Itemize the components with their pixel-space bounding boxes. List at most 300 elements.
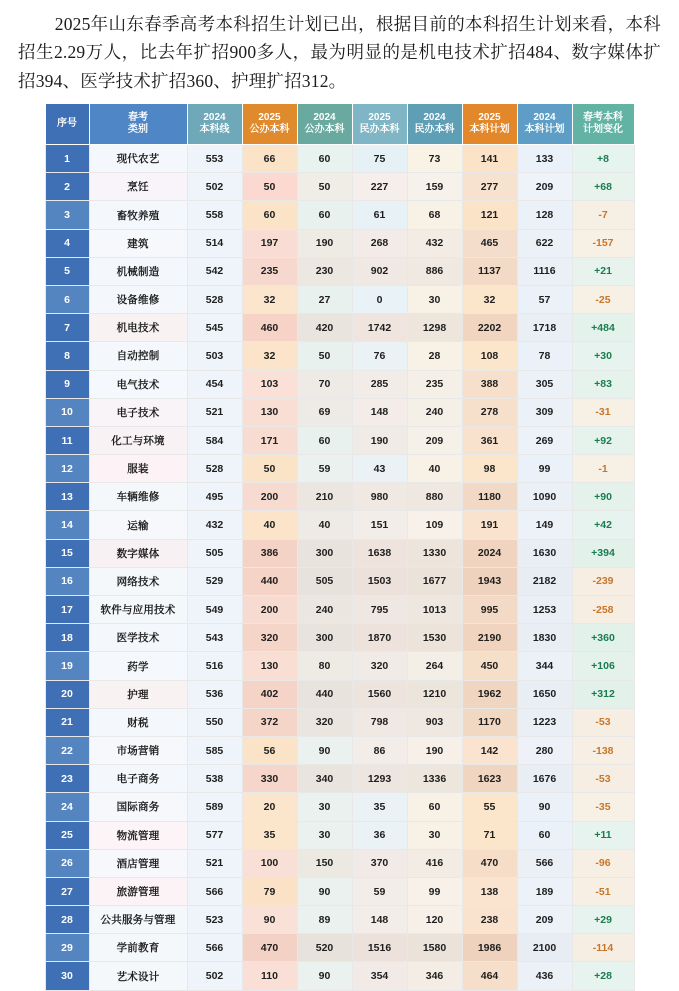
row-value-5: 238 [462, 906, 517, 934]
row-value-6: 622 [517, 229, 572, 257]
row-value-2: 30 [297, 821, 352, 849]
row-plan-change: -7 [572, 201, 634, 229]
table-row [45, 398, 634, 426]
row-value-4: 1330 [407, 539, 462, 567]
row-value-5: 1943 [462, 567, 517, 595]
row-plan-change: +83 [572, 370, 634, 398]
row-value-0: 542 [187, 257, 242, 285]
row-value-1: 60 [242, 201, 297, 229]
row-value-4: 346 [407, 962, 462, 990]
row-plan-change: -35 [572, 793, 634, 821]
row-category-name: 自动控制 [89, 342, 187, 370]
row-category-name: 网络技术 [89, 567, 187, 595]
row-plan-change: -157 [572, 229, 634, 257]
table-row [45, 342, 634, 370]
row-value-2: 230 [297, 257, 352, 285]
row-plan-change: +29 [572, 906, 634, 934]
row-value-1: 372 [242, 708, 297, 736]
row-value-5: 1180 [462, 483, 517, 511]
row-value-2: 69 [297, 398, 352, 426]
row-value-3: 1742 [352, 314, 407, 342]
row-seq: 24 [45, 793, 89, 821]
row-category-name: 学前教育 [89, 934, 187, 962]
row-value-2: 150 [297, 849, 352, 877]
row-value-6: 436 [517, 962, 572, 990]
row-value-4: 1530 [407, 624, 462, 652]
row-value-0: 454 [187, 370, 242, 398]
row-value-3: 151 [352, 511, 407, 539]
table-row [45, 201, 634, 229]
row-plan-change: -138 [572, 736, 634, 764]
row-value-4: 1013 [407, 596, 462, 624]
row-seq: 12 [45, 455, 89, 483]
row-value-5: 1623 [462, 765, 517, 793]
row-value-2: 30 [297, 793, 352, 821]
row-value-1: 330 [242, 765, 297, 793]
table-row [45, 596, 634, 624]
row-value-3: 1638 [352, 539, 407, 567]
row-value-4: 109 [407, 511, 462, 539]
row-value-6: 1650 [517, 680, 572, 708]
row-value-4: 1336 [407, 765, 462, 793]
row-category-name: 数字媒体 [89, 539, 187, 567]
row-category-name: 软件与应用技术 [89, 596, 187, 624]
row-value-1: 320 [242, 624, 297, 652]
row-value-1: 32 [242, 342, 297, 370]
row-value-1: 386 [242, 539, 297, 567]
row-value-3: 227 [352, 173, 407, 201]
row-value-4: 60 [407, 793, 462, 821]
col-2025-public-line-0: 2025 [258, 112, 281, 124]
row-value-3: 36 [352, 821, 407, 849]
col-2025-public [242, 104, 297, 145]
row-plan-change: -114 [572, 934, 634, 962]
row-value-3: 268 [352, 229, 407, 257]
table-row [45, 765, 634, 793]
row-plan-change: -96 [572, 849, 634, 877]
row-category-name: 服装 [89, 455, 187, 483]
row-value-0: 545 [187, 314, 242, 342]
row-value-3: 148 [352, 398, 407, 426]
row-value-0: 514 [187, 229, 242, 257]
row-value-3: 75 [352, 145, 407, 173]
row-value-4: 190 [407, 736, 462, 764]
row-value-1: 35 [242, 821, 297, 849]
spring-exam-plan-table [45, 103, 635, 991]
col-2025-plan-line-0: 2025 [478, 112, 501, 124]
col-2025-public-line-1: 公办本科 [249, 124, 290, 136]
row-value-4: 432 [407, 229, 462, 257]
row-plan-change: +312 [572, 680, 634, 708]
table-row [45, 314, 634, 342]
row-value-0: 538 [187, 765, 242, 793]
row-seq: 17 [45, 596, 89, 624]
row-value-6: 2182 [517, 567, 572, 595]
row-value-3: 795 [352, 596, 407, 624]
row-value-0: 584 [187, 426, 242, 454]
row-value-4: 28 [407, 342, 462, 370]
row-value-3: 1560 [352, 680, 407, 708]
row-seq: 1 [45, 145, 89, 173]
row-category-name: 公共服务与管理 [89, 906, 187, 934]
row-value-3: 798 [352, 708, 407, 736]
row-category-name: 旅游管理 [89, 877, 187, 905]
row-seq: 26 [45, 849, 89, 877]
row-plan-change: +30 [572, 342, 634, 370]
row-value-2: 190 [297, 229, 352, 257]
row-value-5: 2190 [462, 624, 517, 652]
row-seq: 11 [45, 426, 89, 454]
table-row [45, 906, 634, 934]
row-value-4: 120 [407, 906, 462, 934]
row-plan-change: +92 [572, 426, 634, 454]
row-value-5: 388 [462, 370, 517, 398]
row-plan-change: +484 [572, 314, 634, 342]
row-value-4: 73 [407, 145, 462, 173]
row-category-name: 物流管理 [89, 821, 187, 849]
row-value-1: 171 [242, 426, 297, 454]
row-value-1: 20 [242, 793, 297, 821]
row-value-1: 197 [242, 229, 297, 257]
row-value-5: 108 [462, 342, 517, 370]
table-row [45, 652, 634, 680]
table-row [45, 511, 634, 539]
row-value-3: 1503 [352, 567, 407, 595]
row-value-6: 280 [517, 736, 572, 764]
row-value-2: 50 [297, 342, 352, 370]
row-value-2: 210 [297, 483, 352, 511]
row-value-2: 90 [297, 736, 352, 764]
row-seq: 16 [45, 567, 89, 595]
row-category-name: 机电技术 [89, 314, 187, 342]
row-category-name: 市场营销 [89, 736, 187, 764]
row-seq: 27 [45, 877, 89, 905]
table-row [45, 483, 634, 511]
row-value-0: 543 [187, 624, 242, 652]
row-value-5: 71 [462, 821, 517, 849]
row-value-6: 99 [517, 455, 572, 483]
table-row [45, 229, 634, 257]
row-category-name: 艺术设计 [89, 962, 187, 990]
row-category-name: 电气技术 [89, 370, 187, 398]
row-category-name: 电子商务 [89, 765, 187, 793]
row-value-4: 159 [407, 173, 462, 201]
table-row [45, 145, 634, 173]
row-value-3: 370 [352, 849, 407, 877]
row-value-1: 90 [242, 906, 297, 934]
row-value-6: 149 [517, 511, 572, 539]
row-value-5: 277 [462, 173, 517, 201]
row-value-6: 1630 [517, 539, 572, 567]
row-value-3: 902 [352, 257, 407, 285]
row-value-6: 1676 [517, 765, 572, 793]
row-value-0: 553 [187, 145, 242, 173]
row-value-1: 460 [242, 314, 297, 342]
intro-paragraph: 2025年山东春季高考本科招生计划已出，根据目前的本科招生计划来看，本科招生2.29万人，比去年扩招900多人，最为明显的是机电技术扩招484、数字媒体扩招394、医学技术扩招360、护理扩招312。 [18, 14, 661, 91]
row-value-5: 138 [462, 877, 517, 905]
row-value-4: 68 [407, 201, 462, 229]
row-value-3: 980 [352, 483, 407, 511]
row-plan-change: -258 [572, 596, 634, 624]
row-value-3: 190 [352, 426, 407, 454]
col-category-line-0: 春考 [128, 112, 148, 124]
row-value-3: 354 [352, 962, 407, 990]
row-value-6: 2100 [517, 934, 572, 962]
row-value-1: 50 [242, 173, 297, 201]
row-value-6: 1116 [517, 257, 572, 285]
row-value-4: 264 [407, 652, 462, 680]
row-value-5: 1962 [462, 680, 517, 708]
row-value-2: 70 [297, 370, 352, 398]
row-value-6: 305 [517, 370, 572, 398]
row-seq: 4 [45, 229, 89, 257]
col-2024-public-line-1: 公办本科 [304, 124, 345, 136]
row-value-2: 27 [297, 285, 352, 313]
row-plan-change: +28 [572, 962, 634, 990]
row-value-0: 566 [187, 934, 242, 962]
row-value-0: 521 [187, 849, 242, 877]
row-value-1: 32 [242, 285, 297, 313]
row-value-2: 50 [297, 173, 352, 201]
row-value-2: 520 [297, 934, 352, 962]
row-value-4: 40 [407, 455, 462, 483]
row-value-6: 189 [517, 877, 572, 905]
row-category-name: 护理 [89, 680, 187, 708]
table-row [45, 680, 634, 708]
row-value-6: 209 [517, 173, 572, 201]
row-value-4: 240 [407, 398, 462, 426]
col-2025-private-line-0: 2025 [368, 112, 391, 124]
row-plan-change: -51 [572, 877, 634, 905]
col-2025-private [352, 104, 407, 145]
row-category-name: 财税 [89, 708, 187, 736]
row-value-0: 550 [187, 708, 242, 736]
row-value-6: 133 [517, 145, 572, 173]
table-row [45, 849, 634, 877]
row-plan-change: +106 [572, 652, 634, 680]
row-value-2: 300 [297, 624, 352, 652]
row-seq: 19 [45, 652, 89, 680]
row-category-name: 现代农艺 [89, 145, 187, 173]
row-value-0: 528 [187, 455, 242, 483]
row-plan-change: +394 [572, 539, 634, 567]
row-value-6: 60 [517, 821, 572, 849]
row-seq: 7 [45, 314, 89, 342]
row-seq: 2 [45, 173, 89, 201]
col-2024-line-line-0: 2024 [203, 112, 226, 124]
row-value-0: 521 [187, 398, 242, 426]
col-seq [45, 104, 89, 145]
table-row [45, 257, 634, 285]
row-value-3: 320 [352, 652, 407, 680]
col-2025-plan-line-1: 本科计划 [469, 124, 510, 136]
row-seq: 21 [45, 708, 89, 736]
row-value-3: 1870 [352, 624, 407, 652]
row-value-0: 529 [187, 567, 242, 595]
row-value-1: 470 [242, 934, 297, 962]
table-row [45, 567, 634, 595]
row-value-3: 285 [352, 370, 407, 398]
row-value-1: 200 [242, 483, 297, 511]
row-value-6: 78 [517, 342, 572, 370]
row-value-3: 148 [352, 906, 407, 934]
row-category-name: 电子技术 [89, 398, 187, 426]
row-seq: 6 [45, 285, 89, 313]
table-row [45, 821, 634, 849]
row-value-3: 35 [352, 793, 407, 821]
row-value-1: 110 [242, 962, 297, 990]
row-plan-change: +42 [572, 511, 634, 539]
row-seq: 29 [45, 934, 89, 962]
row-value-1: 100 [242, 849, 297, 877]
row-value-5: 995 [462, 596, 517, 624]
row-value-5: 142 [462, 736, 517, 764]
row-value-2: 90 [297, 877, 352, 905]
row-value-2: 320 [297, 708, 352, 736]
table-row [45, 877, 634, 905]
row-category-name: 烹饪 [89, 173, 187, 201]
row-value-0: 523 [187, 906, 242, 934]
row-value-4: 30 [407, 285, 462, 313]
col-2025-private-line-1: 民办本科 [359, 124, 400, 136]
col-2024-private-line-1: 民办本科 [414, 124, 455, 136]
row-plan-change: -31 [572, 398, 634, 426]
row-value-5: 32 [462, 285, 517, 313]
row-value-5: 278 [462, 398, 517, 426]
row-value-0: 558 [187, 201, 242, 229]
row-value-3: 61 [352, 201, 407, 229]
row-seq: 18 [45, 624, 89, 652]
row-seq: 8 [45, 342, 89, 370]
table-row [45, 285, 634, 313]
row-value-2: 420 [297, 314, 352, 342]
row-value-5: 121 [462, 201, 517, 229]
row-value-0: 536 [187, 680, 242, 708]
row-value-6: 57 [517, 285, 572, 313]
row-value-4: 903 [407, 708, 462, 736]
row-value-2: 90 [297, 962, 352, 990]
row-value-4: 1298 [407, 314, 462, 342]
row-seq: 13 [45, 483, 89, 511]
row-category-name: 机械制造 [89, 257, 187, 285]
row-seq: 15 [45, 539, 89, 567]
row-value-5: 98 [462, 455, 517, 483]
col-category-line-1: 类别 [128, 124, 148, 136]
table-row [45, 708, 634, 736]
col-change-line-0: 春考本科 [583, 112, 623, 124]
row-value-4: 235 [407, 370, 462, 398]
row-value-2: 89 [297, 906, 352, 934]
row-value-5: 141 [462, 145, 517, 173]
row-plan-change: +360 [572, 624, 634, 652]
table-row [45, 539, 634, 567]
row-value-0: 528 [187, 285, 242, 313]
row-value-2: 440 [297, 680, 352, 708]
row-value-0: 503 [187, 342, 242, 370]
table-row [45, 736, 634, 764]
row-value-3: 1516 [352, 934, 407, 962]
row-value-1: 402 [242, 680, 297, 708]
row-value-0: 577 [187, 821, 242, 849]
table-row [45, 370, 634, 398]
table-row [45, 624, 634, 652]
row-value-1: 235 [242, 257, 297, 285]
row-seq: 30 [45, 962, 89, 990]
row-value-3: 1293 [352, 765, 407, 793]
row-value-6: 566 [517, 849, 572, 877]
row-category-name: 设备维修 [89, 285, 187, 313]
row-value-0: 589 [187, 793, 242, 821]
row-value-1: 79 [242, 877, 297, 905]
row-value-2: 340 [297, 765, 352, 793]
row-value-0: 549 [187, 596, 242, 624]
row-value-1: 103 [242, 370, 297, 398]
row-value-1: 130 [242, 398, 297, 426]
row-plan-change: -1 [572, 455, 634, 483]
row-plan-change: +21 [572, 257, 634, 285]
row-plan-change: -25 [572, 285, 634, 313]
row-plan-change: +8 [572, 145, 634, 173]
row-value-3: 0 [352, 285, 407, 313]
table-row [45, 793, 634, 821]
row-value-1: 56 [242, 736, 297, 764]
table-row [45, 455, 634, 483]
row-value-6: 1718 [517, 314, 572, 342]
row-category-name: 化工与环境 [89, 426, 187, 454]
row-value-3: 86 [352, 736, 407, 764]
col-change-line-1: 计划变化 [583, 124, 623, 136]
row-value-1: 66 [242, 145, 297, 173]
row-category-name: 酒店管理 [89, 849, 187, 877]
row-plan-change: +68 [572, 173, 634, 201]
row-value-5: 191 [462, 511, 517, 539]
row-value-4: 30 [407, 821, 462, 849]
col-seq-line-0: 序号 [57, 118, 77, 130]
row-category-name: 医学技术 [89, 624, 187, 652]
row-value-3: 59 [352, 877, 407, 905]
col-2024-private [407, 104, 462, 145]
row-value-2: 240 [297, 596, 352, 624]
row-value-1: 50 [242, 455, 297, 483]
col-2024-private-line-0: 2024 [423, 112, 446, 124]
row-category-name: 畜牧养殖 [89, 201, 187, 229]
row-value-5: 55 [462, 793, 517, 821]
row-value-4: 1580 [407, 934, 462, 962]
row-value-2: 80 [297, 652, 352, 680]
row-plan-change: -53 [572, 765, 634, 793]
row-seq: 10 [45, 398, 89, 426]
row-value-0: 566 [187, 877, 242, 905]
row-seq: 28 [45, 906, 89, 934]
row-value-1: 200 [242, 596, 297, 624]
row-value-6: 128 [517, 201, 572, 229]
row-value-6: 1253 [517, 596, 572, 624]
row-seq: 9 [45, 370, 89, 398]
row-value-4: 1677 [407, 567, 462, 595]
row-value-2: 60 [297, 201, 352, 229]
row-value-6: 309 [517, 398, 572, 426]
col-change [572, 104, 634, 145]
row-value-1: 40 [242, 511, 297, 539]
col-category [89, 104, 187, 145]
row-value-5: 1137 [462, 257, 517, 285]
row-value-4: 416 [407, 849, 462, 877]
row-value-6: 269 [517, 426, 572, 454]
col-2024-line-line-1: 本科线 [199, 124, 230, 136]
col-2024-plan [517, 104, 572, 145]
col-2024-line [187, 104, 242, 145]
row-seq: 25 [45, 821, 89, 849]
